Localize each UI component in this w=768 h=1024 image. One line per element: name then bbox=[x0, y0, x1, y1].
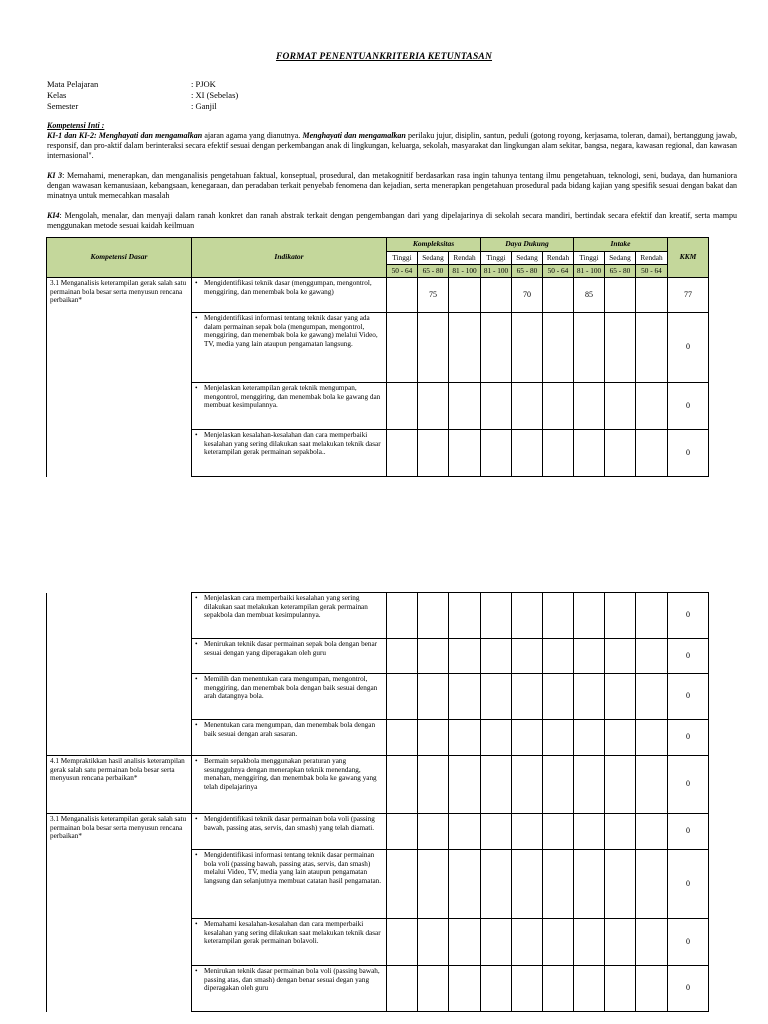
header-daya-dukung: Daya Dukung bbox=[481, 238, 574, 252]
range-header: 50 - 64 bbox=[387, 265, 418, 278]
score-cell bbox=[449, 674, 481, 720]
score-cell bbox=[387, 639, 418, 674]
kkm-cell: 77 bbox=[668, 278, 709, 313]
indikator-cell bbox=[192, 313, 387, 383]
score-cell bbox=[543, 814, 574, 850]
indikator-cell bbox=[192, 593, 387, 639]
kkm-cell: 0 bbox=[668, 966, 709, 1012]
indikator-text: Menjelaskan cara memperbaiki kesalahan yang sering dilakukan saat melakukan keterampilan gerak permainan sepakbola dan membuat kesimpulannya. bbox=[204, 594, 368, 620]
bullet: • bbox=[195, 314, 198, 322]
table-row bbox=[47, 756, 709, 814]
indikator-text: Bermain sepakbola menggunakan peraturan yang sesungguhnya dengan menerapkan teknik menendang, menahan, menggiring, dan menembak bola ke gawang yang telah dipelajarinya bbox=[204, 757, 377, 791]
header-intake: Intake bbox=[574, 238, 668, 252]
score-cell bbox=[574, 313, 605, 383]
sub-header: Rendah bbox=[543, 252, 574, 265]
indikator-cell bbox=[192, 278, 387, 313]
score-cell bbox=[481, 720, 512, 756]
sub-header: Tinggi bbox=[387, 252, 418, 265]
score-cell bbox=[481, 383, 512, 430]
kd-cell: 3.1 Menganalisis keterampilan gerak salah satu permainan bola besar serta menyusun rencana perbaikan* bbox=[47, 814, 192, 1012]
score-cell bbox=[543, 919, 574, 966]
score-cell bbox=[543, 383, 574, 430]
ki-1-2-lead: KI-1 dan KI-2 bbox=[47, 131, 94, 140]
ki-4-lead: KI4 bbox=[47, 211, 60, 220]
score-cell bbox=[512, 814, 543, 850]
header-kompetensi-dasar: Kompetensi Dasar bbox=[47, 238, 192, 278]
range-header: 81 - 100 bbox=[481, 265, 512, 278]
score-cell bbox=[636, 313, 668, 383]
score-cell bbox=[481, 430, 512, 477]
score-cell bbox=[512, 966, 543, 1012]
score-cell bbox=[636, 383, 668, 430]
range-header: 50 - 64 bbox=[543, 265, 574, 278]
score-cell bbox=[449, 430, 481, 477]
kkm-cell: 0 bbox=[668, 383, 709, 430]
meta-value: : Ganjil bbox=[191, 101, 217, 111]
kkm-cell: 0 bbox=[668, 919, 709, 966]
score-cell bbox=[574, 430, 605, 477]
score-cell bbox=[543, 756, 574, 814]
score-cell bbox=[512, 720, 543, 756]
score-cell bbox=[387, 593, 418, 639]
score-cell bbox=[387, 720, 418, 756]
sub-header: Rendah bbox=[636, 252, 668, 265]
bullet: • bbox=[195, 675, 198, 683]
indikator-text: Memilih dan menentukan cara mengumpan, mengontrol, menggiring, dan menembak bola dengan baik sesuai dengan arah datangnya bola. bbox=[204, 675, 378, 701]
score-cell bbox=[512, 430, 543, 477]
score-cell bbox=[605, 313, 636, 383]
indikator-text: Mengidentifikasi informasi tentang teknik dasar yang ada dalam permainan sepak bola (mengumpan, mengontrol, menggiring, dan menembak bola ke gawang) melalui Video, TV, media yang lain ataupun pengamatan langsung. bbox=[204, 314, 378, 348]
ki-heading: Kompetensi Inti : bbox=[47, 121, 105, 130]
score-cell bbox=[481, 966, 512, 1012]
meta-block bbox=[47, 79, 238, 112]
indikator-text: Menjelaskan kesalahan-kesalahan dan cara memperbaiki kesalahan yang sering dilakukan saat melakukan teknik dasar keterampilan gerak permainan sepakbola.. bbox=[204, 431, 381, 457]
kkm-cell: 0 bbox=[668, 639, 709, 674]
score-cell bbox=[481, 756, 512, 814]
bullet: • bbox=[195, 384, 198, 392]
score-cell bbox=[418, 756, 449, 814]
score-cell bbox=[387, 756, 418, 814]
indikator-text: Menirukan teknik dasar permainan bola voli (passing bawah, passing atas, dan smash) dengan benar sesuai degan yang diperagakan oleh guru bbox=[204, 967, 380, 993]
kkm-cell: 0 bbox=[668, 720, 709, 756]
score-cell bbox=[605, 850, 636, 919]
indikator-text: Memahami kesalahan-kesalahan dan cara memperbaiki kesalahan yang sering dilakukan saat melakukan teknik dasar keterampilan gerak permainan bolavoli. bbox=[204, 920, 381, 946]
score-cell bbox=[605, 639, 636, 674]
indikator-cell bbox=[192, 720, 387, 756]
score-cell bbox=[449, 278, 481, 313]
score-cell bbox=[636, 720, 668, 756]
score-cell bbox=[574, 756, 605, 814]
score-cell bbox=[387, 383, 418, 430]
score-cell bbox=[636, 593, 668, 639]
bullet: • bbox=[195, 431, 198, 439]
score-cell bbox=[574, 919, 605, 966]
score-cell bbox=[481, 593, 512, 639]
score-cell bbox=[481, 674, 512, 720]
ki-3-body: : Memahami, menerapkan, dan menganalisis pengetahuan faktual, konseptual, prosedural, dan metakognitif berdasarkan rasa ingin tahunya tentang ilmu pengetahuan, teknologi, seni, budaya, dan humaniora dengan wawasan kemanusiaan, kebangsaan, kenegaraan, dan peradaban terkait penyebab fenomena dan kejadian, serta menerapkan pengetahuan prosedural pada bidang kajian yang spesifik sesuai dengan bakat dan minatnya untuk memecahkan masalah bbox=[47, 171, 737, 200]
score-cell bbox=[418, 814, 449, 850]
score-cell bbox=[418, 430, 449, 477]
score-cell bbox=[605, 919, 636, 966]
score-cell bbox=[449, 814, 481, 850]
sub-header: Sedang bbox=[418, 252, 449, 265]
bullet: • bbox=[195, 920, 198, 928]
score-cell bbox=[512, 674, 543, 720]
score-cell bbox=[449, 383, 481, 430]
kkm-cell: 0 bbox=[668, 814, 709, 850]
score-cell bbox=[636, 674, 668, 720]
score-cell bbox=[574, 966, 605, 1012]
table-row bbox=[47, 814, 709, 850]
indikator-cell bbox=[192, 383, 387, 430]
score-cell bbox=[574, 674, 605, 720]
score-cell: 70 bbox=[512, 278, 543, 313]
ki-3-lead: KI 3 bbox=[47, 171, 63, 180]
score-cell bbox=[543, 278, 574, 313]
score-cell bbox=[449, 720, 481, 756]
kd-cell: 3.1 Menganalisis keterampilan gerak salah satu permainan bola besar serta menyusun rencana perbaikan* bbox=[47, 278, 192, 477]
kkm-cell: 0 bbox=[668, 593, 709, 639]
meta-label: Kelas bbox=[47, 90, 67, 100]
kd-cell: 4.1 Mempraktikkan hasil analisis keterampilan gerak salah satu permainan bola besar serta menyusun rencana perbaikan* bbox=[47, 756, 192, 814]
score-cell bbox=[512, 919, 543, 966]
score-cell bbox=[605, 278, 636, 313]
score-cell bbox=[543, 313, 574, 383]
score-cell bbox=[574, 720, 605, 756]
range-header: 81 - 100 bbox=[574, 265, 605, 278]
score-cell bbox=[574, 639, 605, 674]
score-cell bbox=[543, 720, 574, 756]
score-cell bbox=[387, 278, 418, 313]
score-cell bbox=[605, 674, 636, 720]
indikator-text: Mengidentifikasi teknik dasar (menggumpan, mengontrol, menggiring, dan menembak bola ke gawang) bbox=[204, 279, 372, 296]
score-cell bbox=[481, 919, 512, 966]
ki-1-2-text-1: ajaran agama yang dianutnya. bbox=[202, 131, 303, 140]
indikator-text: Menjelaskan keterampilan gerak teknik mengumpan, mengontrol, menggiring, dan menembak bola ke gawang dan membuat kesimpulannya. bbox=[204, 384, 381, 410]
score-cell bbox=[636, 756, 668, 814]
bullet: • bbox=[195, 815, 198, 823]
indikator-cell bbox=[192, 814, 387, 850]
indikator-cell bbox=[192, 639, 387, 674]
score-cell bbox=[418, 313, 449, 383]
indikator-cell bbox=[192, 674, 387, 720]
score-cell bbox=[418, 639, 449, 674]
ki-4-body: : Mengolah, menalar, dan menyaji dalam ranah konkret dan ranah abstrak terkait dengan pengembangan dari yang dipelajarinya di sekolah secara mandiri, bertindak secara efektif dan kreatif, serta mampu menggunakan metode sesuai kaidah keilmuan bbox=[47, 211, 737, 230]
score-cell bbox=[449, 966, 481, 1012]
kkm-table-page-2 bbox=[46, 592, 709, 1012]
meta-value: : XI (Sebelas) bbox=[191, 90, 239, 100]
score-cell bbox=[574, 814, 605, 850]
kkm-cell: 0 bbox=[668, 756, 709, 814]
kd-cell bbox=[47, 593, 192, 756]
indikator-cell bbox=[192, 850, 387, 919]
score-cell bbox=[418, 674, 449, 720]
range-header: 65 - 80 bbox=[605, 265, 636, 278]
indikator-cell bbox=[192, 919, 387, 966]
score-cell bbox=[512, 639, 543, 674]
score-cell bbox=[636, 919, 668, 966]
indikator-text: Mengidentifikasi teknik dasar permainan bola voli (passing bawah, passing atas, servis, dan smash) yang telah diamati. bbox=[204, 815, 375, 832]
kkm-cell: 0 bbox=[668, 674, 709, 720]
sub-header: Rendah bbox=[449, 252, 481, 265]
score-cell bbox=[387, 919, 418, 966]
range-header: 65 - 80 bbox=[418, 265, 449, 278]
score-cell bbox=[543, 966, 574, 1012]
kkm-cell: 0 bbox=[668, 430, 709, 477]
meta-row-subject bbox=[47, 79, 238, 90]
sub-header: Tinggi bbox=[481, 252, 512, 265]
header-kompleksitas: Kompleksitas bbox=[387, 238, 481, 252]
score-cell bbox=[449, 850, 481, 919]
score-cell bbox=[605, 430, 636, 477]
indikator-cell bbox=[192, 966, 387, 1012]
kkm-cell: 0 bbox=[668, 313, 709, 383]
ki-1-2-bold-1: : Menghayati dan mengamalkan bbox=[93, 131, 203, 140]
bullet: • bbox=[195, 757, 198, 765]
score-cell bbox=[418, 593, 449, 639]
sub-header: Tinggi bbox=[574, 252, 605, 265]
score-cell bbox=[543, 430, 574, 477]
score-cell bbox=[605, 966, 636, 1012]
score-cell bbox=[605, 593, 636, 639]
ki-1-2-text-2: perilaku jujur, disiplin, santun, peduli (gotong royong, kerjasama, toleran, damai), bertanggung jawab, responsif, dan pro-aktif dalam berinteraksi secara efektif sesuai dengan perkembangan anak di lingkungan, keluarga, sekolah, masyarakat dan lingkungan alam sekitar, bangsa, negara, kawasan regional, dan kawasan internasional". bbox=[47, 131, 738, 160]
sub-header: Sedang bbox=[512, 252, 543, 265]
score-cell bbox=[636, 639, 668, 674]
score-cell bbox=[481, 639, 512, 674]
score-cell bbox=[387, 313, 418, 383]
indikator-text: Menentukan cara mengumpan, dan menembak bola dengan baik sesuai dengan arah sasaran. bbox=[204, 721, 376, 738]
score-cell bbox=[605, 814, 636, 850]
meta-row-semester bbox=[47, 101, 238, 112]
indikator-cell bbox=[192, 430, 387, 477]
score-cell bbox=[512, 313, 543, 383]
meta-label: Semester bbox=[47, 101, 79, 111]
score-cell bbox=[481, 850, 512, 919]
table-row bbox=[47, 278, 709, 313]
score-cell bbox=[636, 814, 668, 850]
score-cell bbox=[574, 383, 605, 430]
score-cell bbox=[481, 814, 512, 850]
score-cell bbox=[449, 639, 481, 674]
table-row bbox=[47, 593, 709, 639]
ki-1-2-bold-2: Menghayati dan mengamalkan bbox=[302, 131, 406, 140]
score-cell: 75 bbox=[418, 278, 449, 313]
indikator-text: Mengidentifikasi informasi tentang teknik dasar permainan bola voli (passing bawah, passing atas, servis, dan smash) melalui Video, TV, media yang lain ataupun pengamatan langsung dan selanjutnya membuat catatan hasil pengamatan. bbox=[204, 851, 382, 885]
score-cell bbox=[418, 850, 449, 919]
meta-row-class bbox=[47, 90, 238, 101]
score-cell bbox=[636, 850, 668, 919]
score-cell bbox=[418, 383, 449, 430]
score-cell bbox=[512, 850, 543, 919]
kkm-table-page-1 bbox=[46, 237, 709, 477]
bullet: • bbox=[195, 851, 198, 859]
score-cell bbox=[605, 383, 636, 430]
score-cell bbox=[574, 850, 605, 919]
ki-1-2-text bbox=[47, 131, 737, 161]
bullet: • bbox=[195, 721, 198, 729]
header-kkm: KKM bbox=[668, 238, 709, 278]
score-cell bbox=[418, 919, 449, 966]
score-cell bbox=[512, 593, 543, 639]
score-cell bbox=[387, 850, 418, 919]
score-cell bbox=[418, 720, 449, 756]
score-cell bbox=[387, 430, 418, 477]
score-cell bbox=[636, 430, 668, 477]
score-cell bbox=[543, 850, 574, 919]
score-cell bbox=[387, 674, 418, 720]
score-cell bbox=[574, 593, 605, 639]
kkm-cell: 0 bbox=[668, 850, 709, 919]
score-cell bbox=[387, 966, 418, 1012]
indikator-text: Menirukan teknik dasar permainan sepak bola dengan benar sesuai dengan yang diperagakan oleh guru bbox=[204, 640, 378, 657]
sub-header: Sedang bbox=[605, 252, 636, 265]
score-cell bbox=[449, 919, 481, 966]
score-cell bbox=[543, 593, 574, 639]
ki-3-text bbox=[47, 171, 737, 201]
bullet: • bbox=[195, 967, 198, 975]
score-cell bbox=[449, 593, 481, 639]
score-cell bbox=[449, 756, 481, 814]
ki-4-text bbox=[47, 211, 737, 231]
score-cell: 85 bbox=[574, 278, 605, 313]
header-indikator: Indikator bbox=[192, 238, 387, 278]
bullet: • bbox=[195, 640, 198, 648]
range-header: 81 - 100 bbox=[449, 265, 481, 278]
document-title: FORMAT PENENTUANKRITERIA KETUNTASAN bbox=[275, 52, 493, 62]
score-cell bbox=[512, 756, 543, 814]
score-cell bbox=[481, 278, 512, 313]
score-cell bbox=[512, 383, 543, 430]
score-cell bbox=[543, 674, 574, 720]
score-cell bbox=[636, 966, 668, 1012]
score-cell bbox=[605, 756, 636, 814]
score-cell bbox=[418, 966, 449, 1012]
bullet: • bbox=[195, 279, 198, 287]
bullet: • bbox=[195, 594, 198, 602]
score-cell bbox=[481, 313, 512, 383]
score-cell bbox=[449, 313, 481, 383]
indikator-cell bbox=[192, 756, 387, 814]
meta-value: : PJOK bbox=[191, 79, 216, 89]
range-header: 50 - 64 bbox=[636, 265, 668, 278]
score-cell bbox=[543, 639, 574, 674]
score-cell bbox=[605, 720, 636, 756]
score-cell bbox=[387, 814, 418, 850]
score-cell bbox=[636, 278, 668, 313]
meta-label: Mata Pelajaran bbox=[47, 79, 99, 89]
range-header: 65 - 80 bbox=[512, 265, 543, 278]
